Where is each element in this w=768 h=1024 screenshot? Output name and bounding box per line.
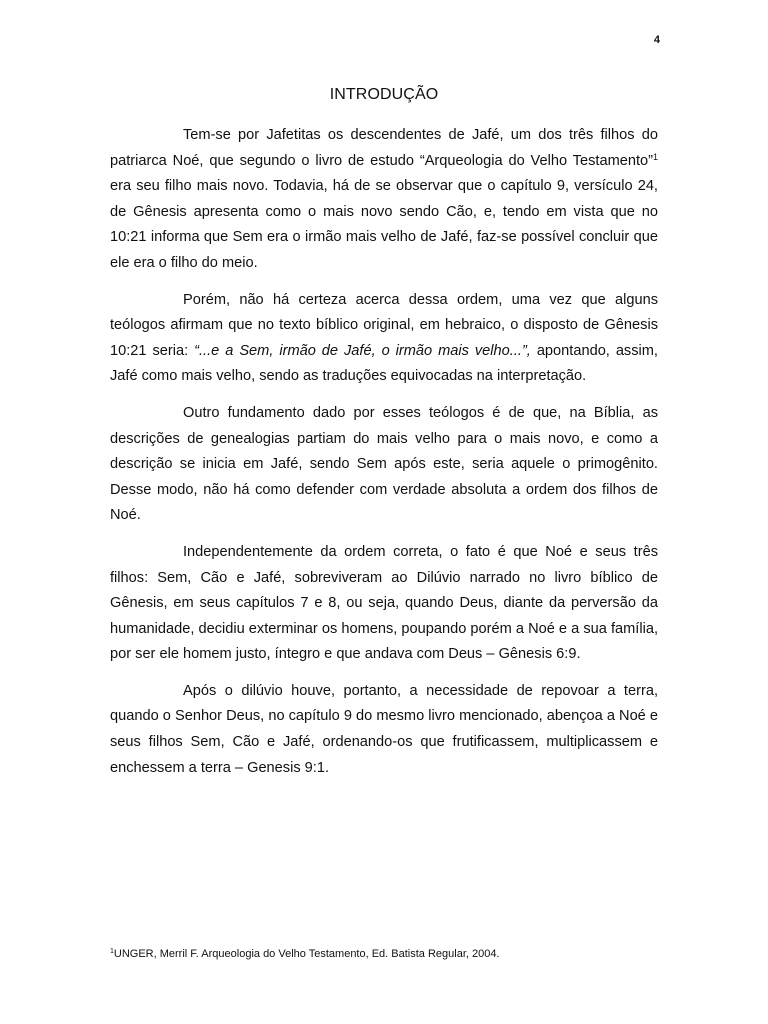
- footnote-reference: 1: [652, 151, 658, 162]
- page-number: 4: [653, 34, 660, 46]
- paragraph-5: Após o dilúvio houve, portanto, a necessidade de repovoar a terra, quando o Senhor Deus, no capítulo 9 do mesmo livro mencionado, abençoa a Noé e seus filhos Sem, Cão e Jafé, ordenando-os que frutificassem, multiplicassem e enchessem a terra – Genesis 9:1.: [110, 682, 658, 776]
- paragraph-2: [110, 288, 658, 390]
- paragraph-1: [110, 123, 658, 277]
- paragraph-1-text-end: era seu filho mais novo. Todavia, há de se observar que o capítulo 9, versículo 24, de Gênesis apresenta como o mais novo sendo Cão, e, tendo em vista que no 10:21 informa que Sem era o irmão mais velho de Jafé, faz-se possível concluir que ele era o filho do meio.: [110, 178, 658, 271]
- footnote-text: UNGER, Merril F. Arqueologia do Velho Testamento, Ed. Batista Regular, 2004.: [113, 948, 500, 960]
- paragraph-1-text-start: Tem-se por Jafetitas os descendentes de Jafé, um dos três filhos do patriarca Noé, que segundo o livro de estudo “Arqueologia do Velho Testamento”: [110, 127, 658, 169]
- paragraph-2-text-end: apontando, assim, Jafé como mais velho, sendo as traduções equivocadas na interpretação.: [110, 342, 658, 385]
- paragraph-4: Independentemente da ordem correta, o fato é que Noé e seus três filhos: Sem, Cão e Jafé, sobreviveram ao Dilúvio narrado no livro bíblico de Gênesis, em seus capítulos 7 e 8, ou seja, quando Deus, diante da perversão da humanidade, decidiu exterminar os homens, poupando porém a Noé e a sua família, por ser ele homem justo, íntegro e que andava com Deus – Gênesis 6:9.: [110, 543, 658, 663]
- paragraph-2-text-start: Porém, não há certeza acerca dessa ordem, uma vez que alguns teólogos afirmam que no texto bíblico original, em hebraico, o disposto de Gênesis 10:21 seria:: [110, 291, 658, 359]
- page-title: INTRODUÇÃO: [329, 86, 439, 103]
- footnote: [110, 947, 670, 961]
- body-text: [110, 123, 658, 792]
- paragraph-3: Outro fundamento dado por esses teólogos é de que, na Bíblia, as descrições de genealogias partiam do mais velho para o mais novo, e como a descrição se inicia em Jafé, sendo Sem após este, seria aquele o primogênito. Desse modo, não há como defender com verdade absoluta a ordem dos filhos de Noé.: [110, 404, 658, 524]
- scripture-quote: “...e a Sem, irmão de Jafé, o irmão mais velho...”,: [194, 342, 531, 359]
- footnote-marker: 1: [110, 948, 114, 955]
